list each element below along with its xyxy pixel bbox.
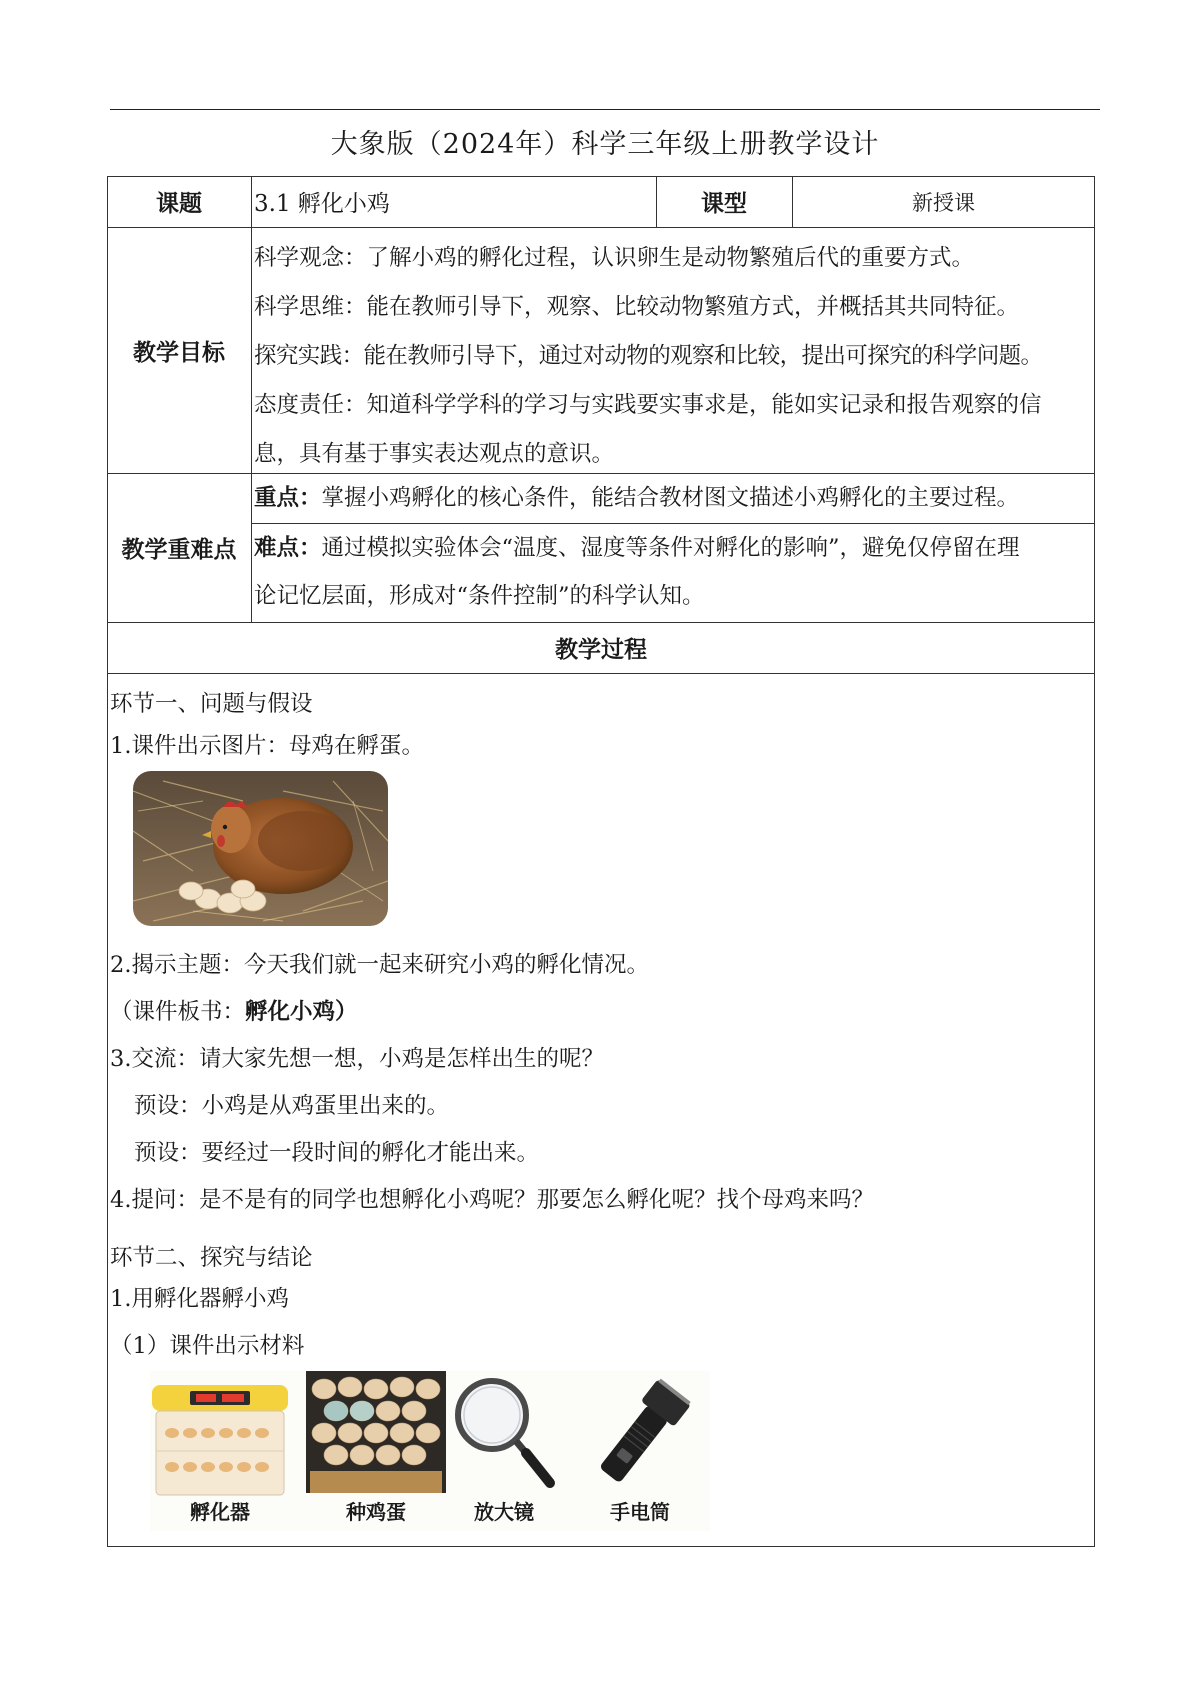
material-eggs bbox=[306, 1371, 446, 1531]
type-value: 新授课 bbox=[912, 190, 975, 215]
type-label: 课型 bbox=[701, 191, 747, 217]
materials-image bbox=[150, 1371, 710, 1531]
difficulty-tag: 难点： bbox=[254, 535, 322, 561]
objectives-text bbox=[254, 234, 1094, 479]
board-writing-prefix: （课件板书： bbox=[110, 999, 246, 1025]
key-points-label: 教学重难点 bbox=[121, 537, 237, 563]
material-label: 孵化器 bbox=[190, 1500, 250, 1524]
flashlight-icon bbox=[570, 1371, 710, 1501]
stage-one-item: 4.提问：是不是有的同学也想孵化小鸡呢？那要怎么孵化呢？找个母鸡来吗？ bbox=[110, 1187, 874, 1213]
difficulty-line bbox=[254, 524, 1020, 572]
material-flashlight bbox=[570, 1371, 710, 1531]
stage-one-item: 3.交流：请大家先想一想，小鸡是怎样出生的呢？ bbox=[110, 1046, 604, 1072]
key-point-tag: 重点： bbox=[254, 485, 322, 511]
material-incubator bbox=[150, 1371, 290, 1531]
board-writing-topic: 孵化小鸡 bbox=[245, 999, 336, 1025]
row-divider bbox=[107, 227, 1095, 228]
board-writing-suffix: ） bbox=[335, 999, 358, 1025]
key-point-line bbox=[254, 474, 1019, 522]
objective-line: 科学观念：了解小鸡的孵化过程，认识卵生是动物繁殖后代的重要方式。 bbox=[254, 245, 975, 271]
document-title: 大象版（2024年）科学三年级上册教学设计 bbox=[330, 129, 880, 160]
stage-two-heading: 环节二、探究与结论 bbox=[110, 1245, 313, 1271]
stage-two-item: 1.用孵化器孵小鸡 bbox=[110, 1286, 289, 1312]
stage-two-subitem: （1）课件出示材料 bbox=[110, 1333, 305, 1359]
magnifier-icon bbox=[434, 1371, 574, 1501]
objectives-label: 教学目标 bbox=[133, 339, 225, 366]
difficulty-text: 通过模拟实验体会“温度、湿度等条件对孵化的影响”，避免仅停留在理 bbox=[321, 535, 1020, 561]
material-magnifier bbox=[434, 1371, 574, 1531]
objective-line: 态度责任：知道科学学科的学习与实践要实事求是，能如实记录和报告观察的信 bbox=[254, 392, 1042, 418]
objective-line: 息，具有基于事实表达观点的意识。 bbox=[254, 441, 615, 467]
material-label: 放大镜 bbox=[474, 1500, 534, 1524]
incubator-icon bbox=[150, 1371, 290, 1501]
hen-hatching-photo bbox=[133, 771, 388, 926]
topic-value: 3.1 孵化小鸡 bbox=[254, 191, 390, 217]
stage-one-item: 1.课件出示图片：母鸡在孵蛋。 bbox=[110, 733, 424, 759]
preset-answer: 预设：要经过一段时间的孵化才能出来。 bbox=[134, 1140, 540, 1166]
key-point-text: 掌握小鸡孵化的核心条件，能结合教材图文描述小鸡孵化的主要过程。 bbox=[321, 485, 1020, 511]
material-label: 手电筒 bbox=[610, 1500, 670, 1524]
objective-line: 科学思维：能在教师引导下，观察、比较动物繁殖方式，并概括其共同特征。 bbox=[254, 294, 1020, 320]
header-rule bbox=[110, 109, 1100, 110]
column-divider bbox=[251, 176, 252, 622]
row-divider bbox=[107, 673, 1095, 674]
stage-one-item: 2.揭示主题：今天我们就一起来研究小鸡的孵化情况。 bbox=[110, 952, 649, 978]
objective-line: 探究实践：能在教师引导下，通过对动物的观察和比较，提出可探究的科学问题。 bbox=[254, 343, 1043, 369]
stage-one-heading: 环节一、问题与假设 bbox=[110, 691, 313, 717]
board-writing-line bbox=[110, 994, 358, 1026]
process-heading: 教学过程 bbox=[555, 637, 647, 663]
preset-answer: 预设：小鸡是从鸡蛋里出来的。 bbox=[134, 1093, 450, 1119]
topic-label: 课题 bbox=[156, 191, 202, 217]
egg-tray-icon bbox=[306, 1371, 446, 1501]
difficulty-text-continued: 论记忆层面，形成对“条件控制”的科学认知。 bbox=[254, 583, 705, 609]
material-label: 种鸡蛋 bbox=[346, 1500, 406, 1524]
